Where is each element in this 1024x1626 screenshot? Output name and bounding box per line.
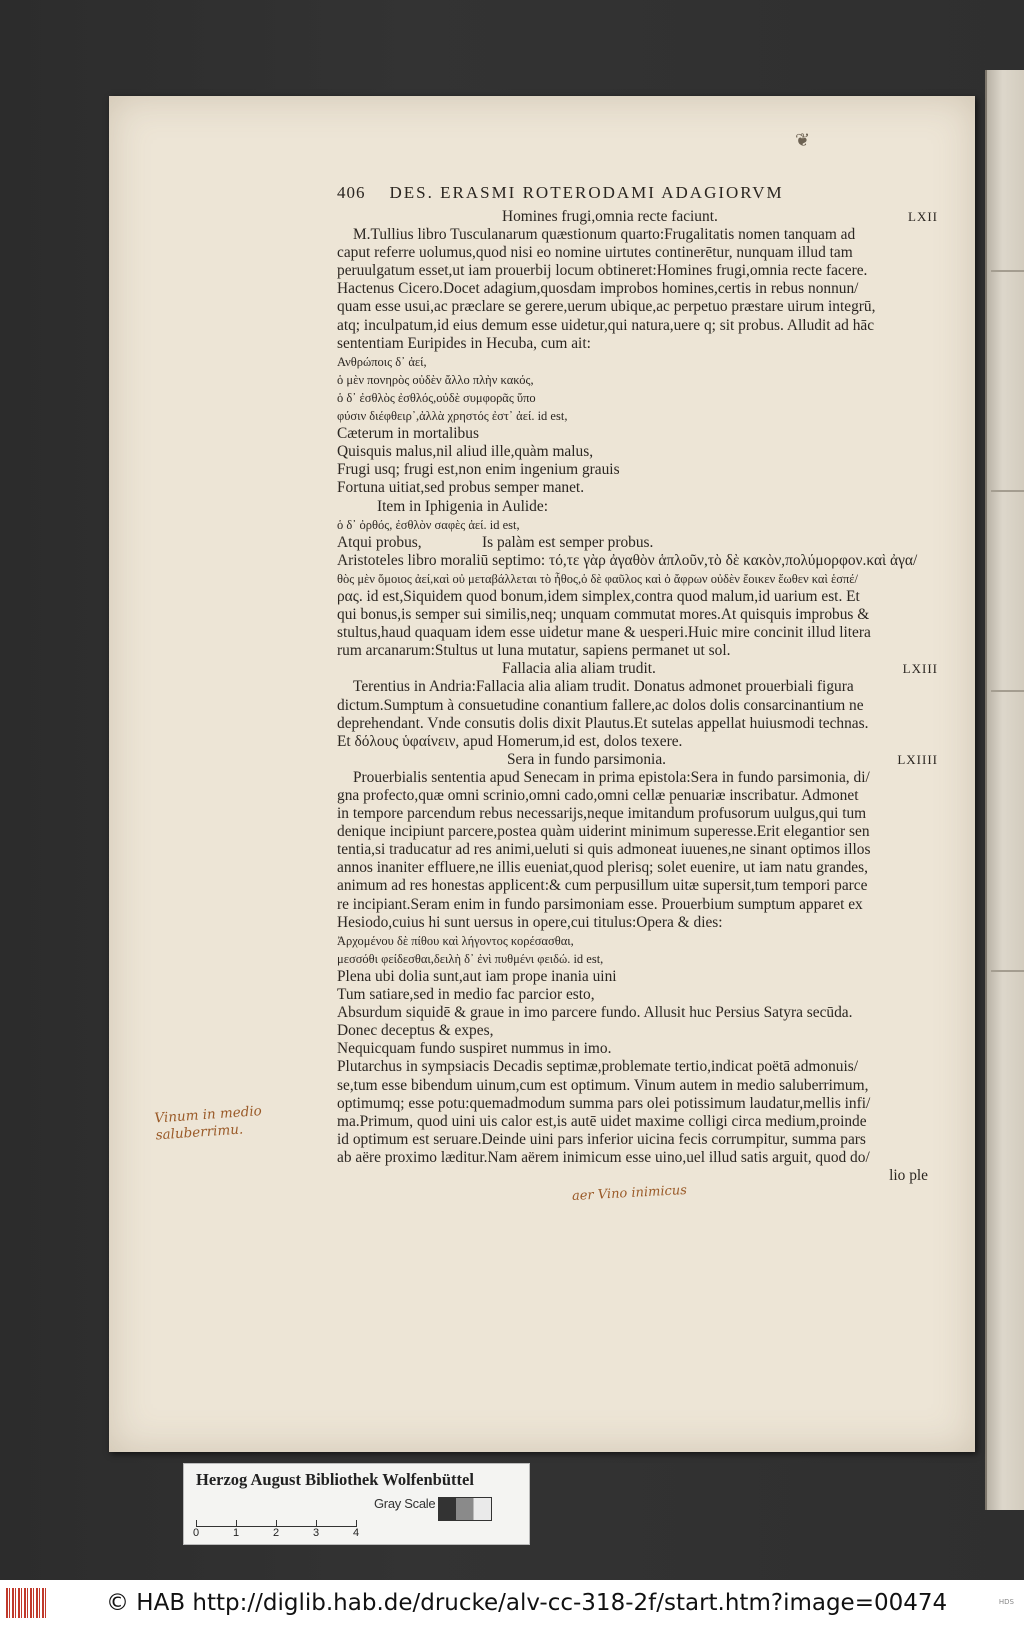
adage-title: Sera in fundo parsimonia. — [507, 750, 667, 768]
scale-tick-label: 4 — [353, 1527, 360, 1539]
text-line: Cæterum in mortalibus — [337, 425, 479, 443]
facing-page-edge — [985, 70, 1024, 1510]
greek-line: ὁ δ᾽ ὀρθός, ἐσθλὸν σαφὲς ἀεί. id est, — [337, 517, 520, 532]
text-line: Plutarchus in sympsiacis Decadis septimæ,problemate tertio,indicat poëtā admonuis/ — [337, 1058, 859, 1076]
text-line: qui bonus,is semper sui similis,neq; unquam commutat mores.At quisquis improbus & — [337, 606, 870, 624]
page-text — [337, 208, 938, 1185]
text-line: caput referre uolumus,quod nisi eo nomine uirtutes continerētur, nunquam illud tam — [337, 244, 853, 262]
running-head — [337, 183, 937, 203]
handwritten-note: aer Vino inimicus — [571, 1183, 688, 1204]
text-line: in tempore parcendum rebus necessarijs,neque imitandum profusorum uulgus,qui tum — [337, 805, 867, 823]
adage-number: LXIII — [902, 661, 938, 677]
text-line: Hesiodo,cuius hi sunt uersus in opere,cui titulus:Opera & dies: — [337, 913, 723, 931]
running-title: DES. ERASMI ROTERODAMI ADAGIORVM — [389, 183, 784, 202]
adage-number: LXIIII — [897, 751, 938, 767]
greek-line: μεσσόθι φείδεσθαι,δειλὴ δ᾽ ἐνὶ πυθμένι φειδώ. id est, — [337, 951, 604, 966]
scale-tick-label: 1 — [233, 1527, 240, 1539]
barcode-icon — [6, 1588, 46, 1618]
greek-line: Ανθρώποις δ᾽ ἀεί, — [337, 354, 427, 369]
greek-line: Ἀρχομένου δὲ πίθου καὶ λήγοντος κορέσασθαι, — [337, 933, 574, 948]
text-line: Donec deceptus & expes, — [337, 1022, 494, 1040]
text-line: Fortuna uitiat,sed probus semper manet. — [337, 479, 585, 497]
text-line: ρας. id est,Siquidem quod bonum,idem simplex,contra quod malum,id uarium est. Et — [337, 587, 860, 605]
text-line: Tum satiare,sed in medio fac parcior esto, — [337, 986, 595, 1004]
gray-scale-swatch — [438, 1497, 492, 1521]
verse-part: Is palàm est semper probus. — [482, 533, 654, 551]
footer-bar — [0, 1580, 1024, 1626]
adage-number: LXII — [908, 209, 938, 224]
text-line: Item in Iphigenia in Aulide: — [377, 497, 548, 515]
text-line: denique incipiunt parcere,postea quàm uiderint minimum superesse.Erit elegantior sen — [337, 823, 870, 841]
footer-mark: HDS — [998, 1598, 1014, 1606]
margin-annotation: Vinum in medio saluberrimu. — [153, 1103, 263, 1144]
text-line: Hactenus Cicero.Docet adagium,quosdam improbos homines,certis in rebus nonnun/ — [337, 280, 859, 298]
text-line: Frugi usq; frugi est,non enim ingenium grauis — [337, 461, 620, 479]
gray-scale-label: Gray Scale — [374, 1496, 436, 1511]
page-number: 406 — [337, 183, 366, 202]
text-line: ma.Primum, quod uini uis calor est,is autē uidet maxime colligi circa medium,proinde — [337, 1112, 867, 1130]
text-line: peruulgatum esset,ut iam prouerbij locum obtineret:Homines frugi,omnia recte facere. — [337, 262, 868, 280]
greek-line: φύσιν διέφθειρ᾽,ἀλλὰ χρηστός ἐστ᾽ ἀεί. id est, — [337, 409, 568, 424]
library-color-card — [183, 1463, 530, 1545]
text-line: optimumq; esse potu:quemadmodum summa pars olei potissimum laudatur,mellis infi/ — [337, 1094, 871, 1112]
greek-line: ὁ δ᾽ ἐσθλὸς ἐσθλός,οὐδὲ συμφορᾶς ὕπο — [337, 390, 536, 405]
text-line: gna profecto,quæ omni scrinio,omni cado,omni cellæ penuariæ inscribatur. Admonet — [337, 787, 859, 804]
text-line: atq; inculpatum,id eius demum esse uidetur,qui natura,uere q; sit probus. Alludit ad hāc — [337, 316, 875, 334]
text-line: Nequicquam fundo suspiret nummus in imo. — [337, 1040, 612, 1058]
text-line: stultus,haud quaquam idem esse uidetur mane & uesperi.Huic mire concinit illud litera — [337, 624, 871, 642]
greek-line: ὁ μὲν πονηρὸς οὐδὲν ἄλλο πλὴν κακός, — [337, 372, 534, 387]
scale-tick-label: 3 — [313, 1527, 320, 1539]
institution-name: Herzog August Bibliothek Wolfenbüttel — [196, 1470, 474, 1489]
text-line: Plena ubi dolia sunt,aut iam prope inania uini — [337, 967, 617, 985]
text-line: ab aëre proximo læditur.Nam aërem inimicum esse uino,uel illud satis arguit, quod do/ — [337, 1148, 870, 1166]
text-line: sententiam Euripides in Hecuba, cum ait: — [337, 334, 591, 352]
text-line: quam esse usui,ac præclare se gerere,uerum ubique,ac perpetuo præstare uirum integrū, — [337, 298, 876, 316]
adage-heading — [337, 208, 938, 226]
text-line: dictum.Sumptum à consuetudine conantium fallere,ac dolos dolis consarcinantium ne — [337, 696, 864, 714]
paragraph-start: M.Tullius libro Tusculanarum quæstionum quarto:Frugalitatis nomen tanquam ad — [353, 226, 856, 244]
paragraph-start: Terentius in Andria:Fallacia alia aliam trudit. Donatus admonet prouerbiali figura — [353, 678, 854, 696]
scale-tick-label: 0 — [193, 1527, 200, 1539]
text-line: deprehendant. Vnde consutis dolis dixit Plautus.Et sutelas appellat huiusmodi technas. — [337, 714, 869, 732]
text-line: Et δόλους ὑφαίνειν, apud Homerum,id est, dolos texere. — [337, 732, 683, 750]
text-line: Absurdum siquidē & graue in imo parcere fundo. Allusit huc Persius Satyra secūda. — [337, 1004, 853, 1022]
adage-heading — [337, 660, 938, 678]
text-line: re incipiant.Seram enim in fundo parsimoniam esse. Prouerbium sumptum apparet ex — [337, 895, 863, 913]
text-line: animum ad res honestas applicent:& cum perpusillum uitæ supersit,tum tempori parce — [337, 877, 868, 895]
adage-heading — [337, 751, 938, 769]
scale-tick-label: 2 — [273, 1527, 280, 1539]
adage-title: Homines frugi,omnia recte faciunt. — [502, 208, 718, 225]
text-line: Quisquis malus,nil aliud ille,quàm malus, — [337, 443, 594, 461]
text-line: annos inaniter effluere,ne illis eueniat,quod plerisq; solet euenire, ut iam natu grandes, — [337, 859, 868, 877]
catchword: lio ple — [889, 1166, 928, 1184]
greek-line: θὸς μὲν ὅμοιος ἀεί,καὶ οὐ μεταβάλλεται τὸ ἦθος,ὁ δὲ φαῦλος καὶ ὁ ἄφρων οὐδὲν ἔοικεν ἕωθεν καὶ ἑσπέ/ — [337, 571, 858, 586]
text-line: tentia,si traducatur ad res animi,ueluti si quis admoneat iuuenes,ne sinant optimos illos — [337, 841, 871, 859]
printer-ornament-icon: ❦ — [795, 130, 811, 150]
text-line: id optimum est seruare.Deinde uini pars inferior uicina fecis corrumpitur, summa pars — [337, 1130, 866, 1148]
text-line: rum arcanarum:Stultus ut luna mutatur, sapiens permanet ut sol. — [337, 642, 731, 660]
scale-ruler — [196, 1520, 357, 1527]
verse-part: Atqui probus, — [337, 533, 422, 551]
text-line: se,tum esse bibendum uinum,cum est optimum. Vinum autem in medio saluberrimum, — [337, 1076, 869, 1094]
adage-title: Fallacia alia aliam trudit. — [502, 660, 656, 678]
verse-line — [337, 534, 938, 552]
image-credit: © HAB http://diglib.hab.de/drucke/alv-cc-318-2f/start.htm?image=00474 — [106, 1590, 948, 1616]
text-line: Aristoteles libro moraliū septimo: τό,τε γὰρ ἀγαθὸν ἁπλοῦν,τὸ δὲ κακὸν,πολύμορφον.καὶ ἀγα/ — [337, 551, 918, 569]
scale-ticks — [193, 1527, 393, 1539]
paragraph-start: Prouerbialis sententia apud Senecam in prima epistola:Sera in fundo parsimonia, di/ — [353, 768, 870, 786]
